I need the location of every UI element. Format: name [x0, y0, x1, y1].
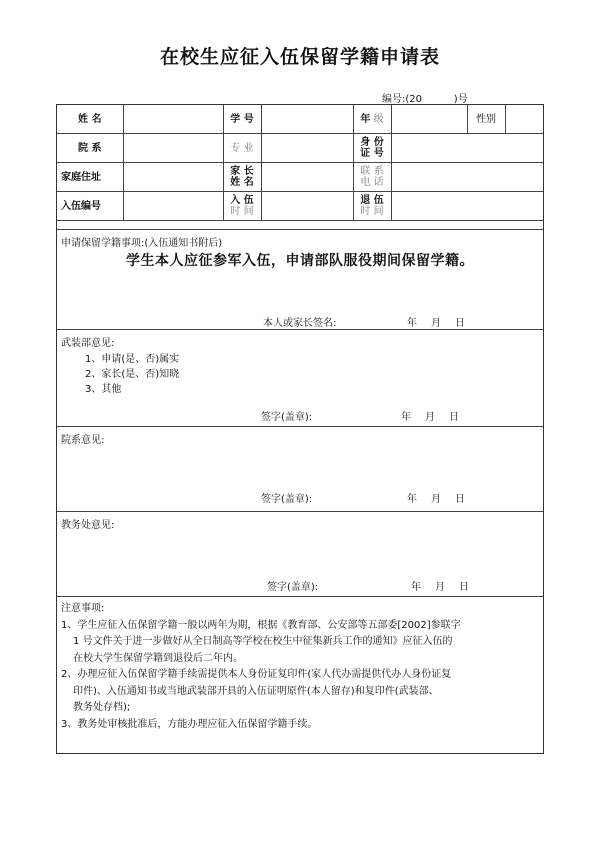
- id-number-label-top: 身 份: [360, 137, 384, 148]
- application-form: [56, 104, 544, 754]
- major-field[interactable]: [261, 134, 353, 163]
- enlistment-date-label-bottom: 时 间: [230, 206, 254, 217]
- parent-name-label-bottom: 姓 名: [230, 177, 254, 188]
- enlistment-date-field[interactable]: [261, 192, 353, 221]
- armed-dept-date-year: 年: [401, 412, 411, 423]
- home-address-field[interactable]: [123, 163, 223, 192]
- enlistment-date-label: [223, 192, 261, 221]
- home-address-label: 家庭住址: [57, 163, 123, 192]
- academic-affairs-date-month: 月: [435, 582, 445, 593]
- notes-line: 3、教务处审核批准后，方能办理应征入伍保留学籍手续。: [61, 718, 318, 730]
- contact-phone-label-top: 联 系: [360, 166, 384, 177]
- notes-line: 教务处存档);: [73, 702, 131, 713]
- student-id-label: 学 号: [223, 105, 261, 134]
- academic-affairs-date: [397, 578, 469, 593]
- armed-dept-item: 3、其他: [85, 384, 122, 395]
- college-date-year: 年: [407, 494, 417, 505]
- academic-affairs-date-year: 年: [411, 582, 421, 593]
- discharge-date-label-bottom: 时 间: [360, 206, 384, 217]
- student-info-table: [57, 105, 543, 221]
- name-label: 姓 名: [57, 105, 123, 134]
- request-date-year: 年: [407, 318, 417, 329]
- enlistment-number-label: 入伍编号: [57, 192, 123, 221]
- college-date: [393, 490, 465, 505]
- info-row-4: [57, 192, 543, 221]
- notes-line: 在校大学生保留学籍到退役后二年内。: [73, 652, 243, 664]
- major-label: 专 业: [223, 134, 261, 163]
- grade-label: [353, 105, 391, 134]
- gender-field[interactable]: [505, 105, 543, 134]
- academic-affairs-title: 教务处意见:: [61, 520, 115, 531]
- department-label: 院 系: [57, 134, 123, 163]
- request-date-day: 日: [455, 318, 465, 329]
- armed-dept-date: [387, 408, 459, 423]
- name-field[interactable]: [123, 105, 223, 134]
- parent-name-label: [223, 163, 261, 192]
- info-row-1: [57, 105, 543, 134]
- gender-label: 性别: [467, 105, 505, 134]
- discharge-date-label-top: 退 伍: [360, 195, 384, 206]
- college-title: 院系意见:: [61, 435, 105, 446]
- request-date-month: 月: [431, 318, 441, 329]
- request-date: [393, 314, 465, 329]
- request-section: [57, 229, 543, 330]
- grade-label-text: 年: [360, 113, 371, 125]
- id-number-field[interactable]: [391, 134, 543, 163]
- parent-name-label-top: 家 长: [230, 166, 254, 177]
- armed-dept-signature-label: 签字(盖章):: [261, 412, 313, 423]
- request-statement: 学生本人应征参军入伍，申请部队服役期间保留学籍。: [126, 253, 474, 269]
- serial-suffix: )号: [453, 94, 468, 105]
- academic-affairs-signature-label: 签字(盖章):: [267, 582, 319, 593]
- notes-text: [61, 601, 537, 733]
- notes-line: 2、办理应征入伍保留学籍手续需提供本人身份证复印件(家人代办需提供代办人身份证复: [61, 669, 452, 680]
- serial-prefix: 编号:(20: [382, 94, 422, 105]
- contact-phone-field[interactable]: [391, 163, 543, 192]
- armed-dept-item: 1、申请(是、否)属实: [85, 354, 180, 365]
- contact-phone-label-bottom: 电 话: [360, 177, 384, 188]
- armed-dept-section: [57, 329, 543, 427]
- college-date-month: 月: [431, 494, 441, 505]
- id-number-label: [353, 134, 391, 163]
- request-signature-label: 本人或家长签名:: [263, 318, 337, 329]
- department-field[interactable]: [123, 134, 223, 163]
- form-title: 在校生应征入伍保留学籍申请表: [159, 46, 440, 68]
- armed-dept-item: 2、家长(是、否)知晓: [85, 369, 180, 380]
- notes-line: 1、学生应征入伍保留学籍一般以两年为期，根据《教育部、公安部等五部委[2002]参联字: [61, 619, 461, 631]
- notes-section: [57, 596, 543, 754]
- parent-name-field[interactable]: [261, 163, 353, 192]
- college-section: [57, 426, 543, 512]
- armed-dept-date-day: 日: [449, 412, 459, 423]
- armed-dept-date-month: 月: [425, 412, 435, 423]
- armed-dept-items: [85, 352, 179, 397]
- discharge-date-field[interactable]: [391, 192, 543, 221]
- id-number-label-bottom: 证 号: [360, 148, 384, 159]
- notes-title: 注意事项:: [61, 603, 105, 614]
- discharge-date-label: [353, 192, 391, 221]
- grade-field[interactable]: [391, 105, 467, 134]
- student-id-field[interactable]: [261, 105, 353, 134]
- academic-affairs-date-day: 日: [459, 582, 469, 593]
- info-row-3: [57, 163, 543, 192]
- armed-dept-title: 武装部意见:: [61, 338, 115, 349]
- contact-phone-label: [353, 163, 391, 192]
- college-date-day: 日: [455, 494, 465, 505]
- academic-affairs-section: [57, 511, 543, 597]
- serial-number: [382, 90, 468, 105]
- grade-hint: 级: [373, 113, 384, 125]
- enlistment-number-field[interactable]: [123, 192, 223, 221]
- notes-line: 印件)、入伍通知书或当地武装部开具的入伍证明原件(本人留存)和复印件(武装部、: [73, 685, 439, 697]
- info-row-2: [57, 134, 543, 163]
- notes-line: 1 号文件关于进一步做好从全日制高等学校在校生中征集新兵工作的通知》应征入伍的: [73, 636, 453, 647]
- request-title: 申请保留学籍事项:(入伍通知书附后): [61, 238, 223, 249]
- college-signature-label: 签字(盖章):: [261, 494, 313, 505]
- enlistment-date-label-top: 入 伍: [230, 195, 254, 206]
- request-signature-field[interactable]: [341, 312, 401, 326]
